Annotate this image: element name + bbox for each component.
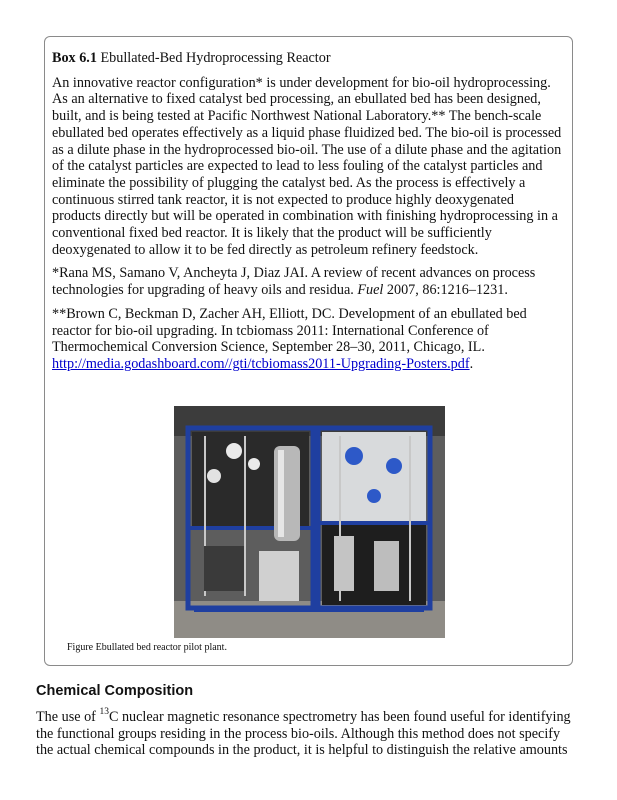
isotope-superscript: 13 — [99, 707, 109, 718]
box-title-text: Ebullated-Bed Hydroprocessing Reactor — [100, 50, 331, 66]
section-text-rest: C nuclear magnetic resonance spectrometry has been found useful for identifying the functional groups residing in the process bio-oils. Although this method does not specify the actual chemical compounds in the product, it is helpful to distinguish the relative amounts — [36, 709, 571, 759]
journal-name: Fuel — [357, 282, 384, 299]
box-title — [52, 50, 562, 67]
reference-1-text: *Rana MS, Samano V, Ancheyta J, Diaz JAI. A review of recent advances on process technologies for upgrading of heavy oils and residua. — [52, 265, 536, 299]
reference-2 — [52, 306, 562, 373]
reference-2-link[interactable]: http://media.godashboard.com//gti/tcbiomass2011-Upgrading-Posters.pdf — [52, 355, 470, 372]
reference-1 — [52, 265, 562, 298]
box-paragraph: An innovative reactor configuration* is under development for bio-oil hydroprocessing. As an alternative to fixed catalyst bed processing, an ebullated bed has been designed, built, and is being tested at Pacific Northwest National Laboratory.** The bench-scale ebullated bed operates effectively as a liquid phase fluidized bed. The bio-oil is processed as a dilute phase in the hydroprocessed bio-oil. The use of a dilute phase and the agitation of the catalyst particles are expected to lead to less fouling of the catalyst particles and eliminate the possibility of plugging the catalyst bed. As the process is effectively a continuous stirred tank reactor, it is not expected to produce highly deoxygenated products directly but will be operated in combination with finishing hydroprocessing in a conventional fixed bed reactor. It is likely that the product will be sufficiently deoxygenated to allow it to be fed directly as petroleum refinery feedstock. — [52, 74, 562, 258]
section-text-start: The use of — [36, 709, 100, 725]
box-content — [52, 50, 562, 380]
reference-1-tail: 2007, 86:1216–1231. — [383, 282, 508, 299]
reference-2-tail: . — [469, 355, 474, 372]
figure-caption: Figure Ebullated bed reactor pilot plant. — [67, 642, 227, 653]
reactor-photo — [174, 406, 445, 638]
section-heading: Chemical Composition — [36, 683, 194, 699]
reactor-photo-illustration — [174, 406, 445, 638]
section-paragraph — [36, 709, 576, 759]
reference-2-text: **Brown C, Beckman D, Zacher AH, Elliott, DC. Development of an ebullated bed reactor for bio-oil upgrading. In tcbiomass 2011: International Conference of Thermochemical Conversion Science, September 28–30, 2011, Chicago, IL. — [52, 305, 527, 356]
sidebar-box — [44, 36, 573, 666]
box-label: Box 6.1 — [52, 50, 97, 66]
